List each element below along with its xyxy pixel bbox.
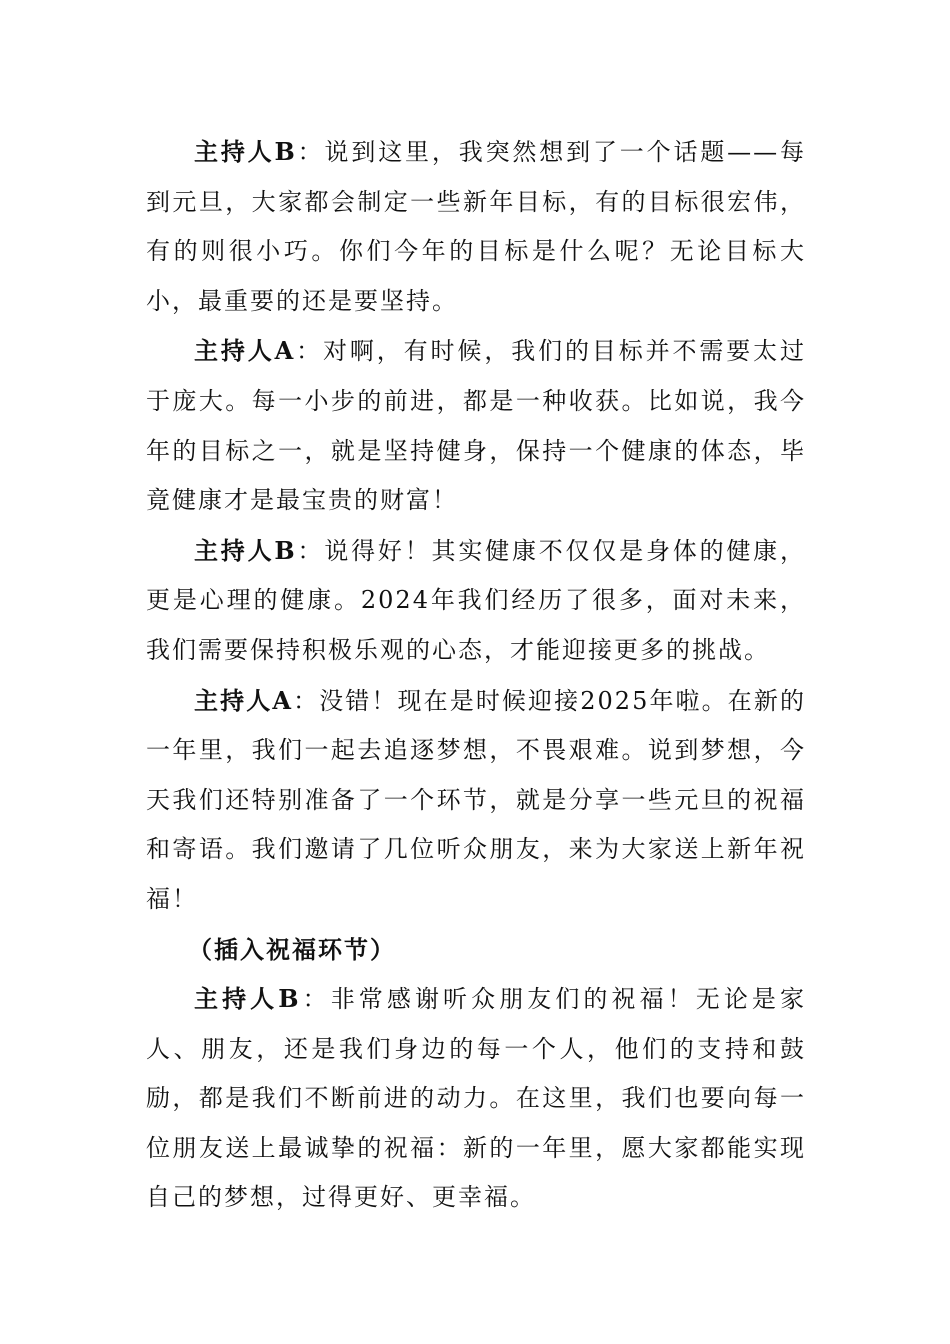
dialogue-text: 对啊，有时候，我们的目标并不需要太过于庞大。每一小步的前进，都是一种收获。比如说，我今年的目标之一，就是坚持健身，保持一个健康的体态，毕竟健康才是最宝贵的财富！ [146,337,807,515]
speaker-separator: ： [300,985,331,1014]
dialogue-text: 说到这里，我突然想到了一个话题——每到元旦，大家都会制定一些新年目标，有的目标很宏伟，有的则很小巧。你们今年的目标是什么呢？无论目标大小，最重要的还是要坚持。 [146,138,807,315]
speaker-label: 主持人B [194,535,297,565]
stage-note: （插入祝福环节） [188,934,396,964]
speaker-label: 主持人A [194,685,293,715]
dialogue-text: 非常感谢听众朋友们的祝福！无论是家人、朋友，还是我们身边的每一个人，他们的支持和鼓励，都是我们不断前进的动力。在这里，我们也要向每一位朋友送上最诚挚的祝福：新的一年里，愿大家都能实现自己的梦想，过得更好、更幸福。 [146,985,806,1212]
dialogue-paragraph-4 [146,676,806,925]
speaker-label: 主持人A [194,336,296,366]
dialogue-text: 没错！现在是时候迎接2025年啦。在新的一年里，我们一起去追逐梦想，不畏艰难。说到梦想，今天我们还特别准备了一个环节，就是分享一些元旦的祝福和寄语。我们邀请了几位听众朋友，来为大家送上新年祝福！ [146,686,806,913]
dialogue-paragraph-2 [146,326,806,525]
speaker-separator: ： [296,138,325,166]
speaker-separator: ： [295,337,324,366]
document-page [146,127,806,1223]
speaker-separator: ： [292,686,320,715]
speaker-label: 主持人B [194,137,297,166]
dialogue-paragraph-3 [146,526,806,676]
speaker-label: 主持人B [194,984,301,1014]
dialogue-paragraph-1 [146,127,806,326]
dialogue-paragraph-5 [146,974,806,1223]
speaker-separator: ： [296,536,325,565]
dialogue-text: 说得好！其实健康不仅仅是身体的健康，更是心理的健康。2024年我们经历了很多，面对未来，我们需要保持积极乐观的心态，才能迎接更多的挑战。 [146,536,806,664]
